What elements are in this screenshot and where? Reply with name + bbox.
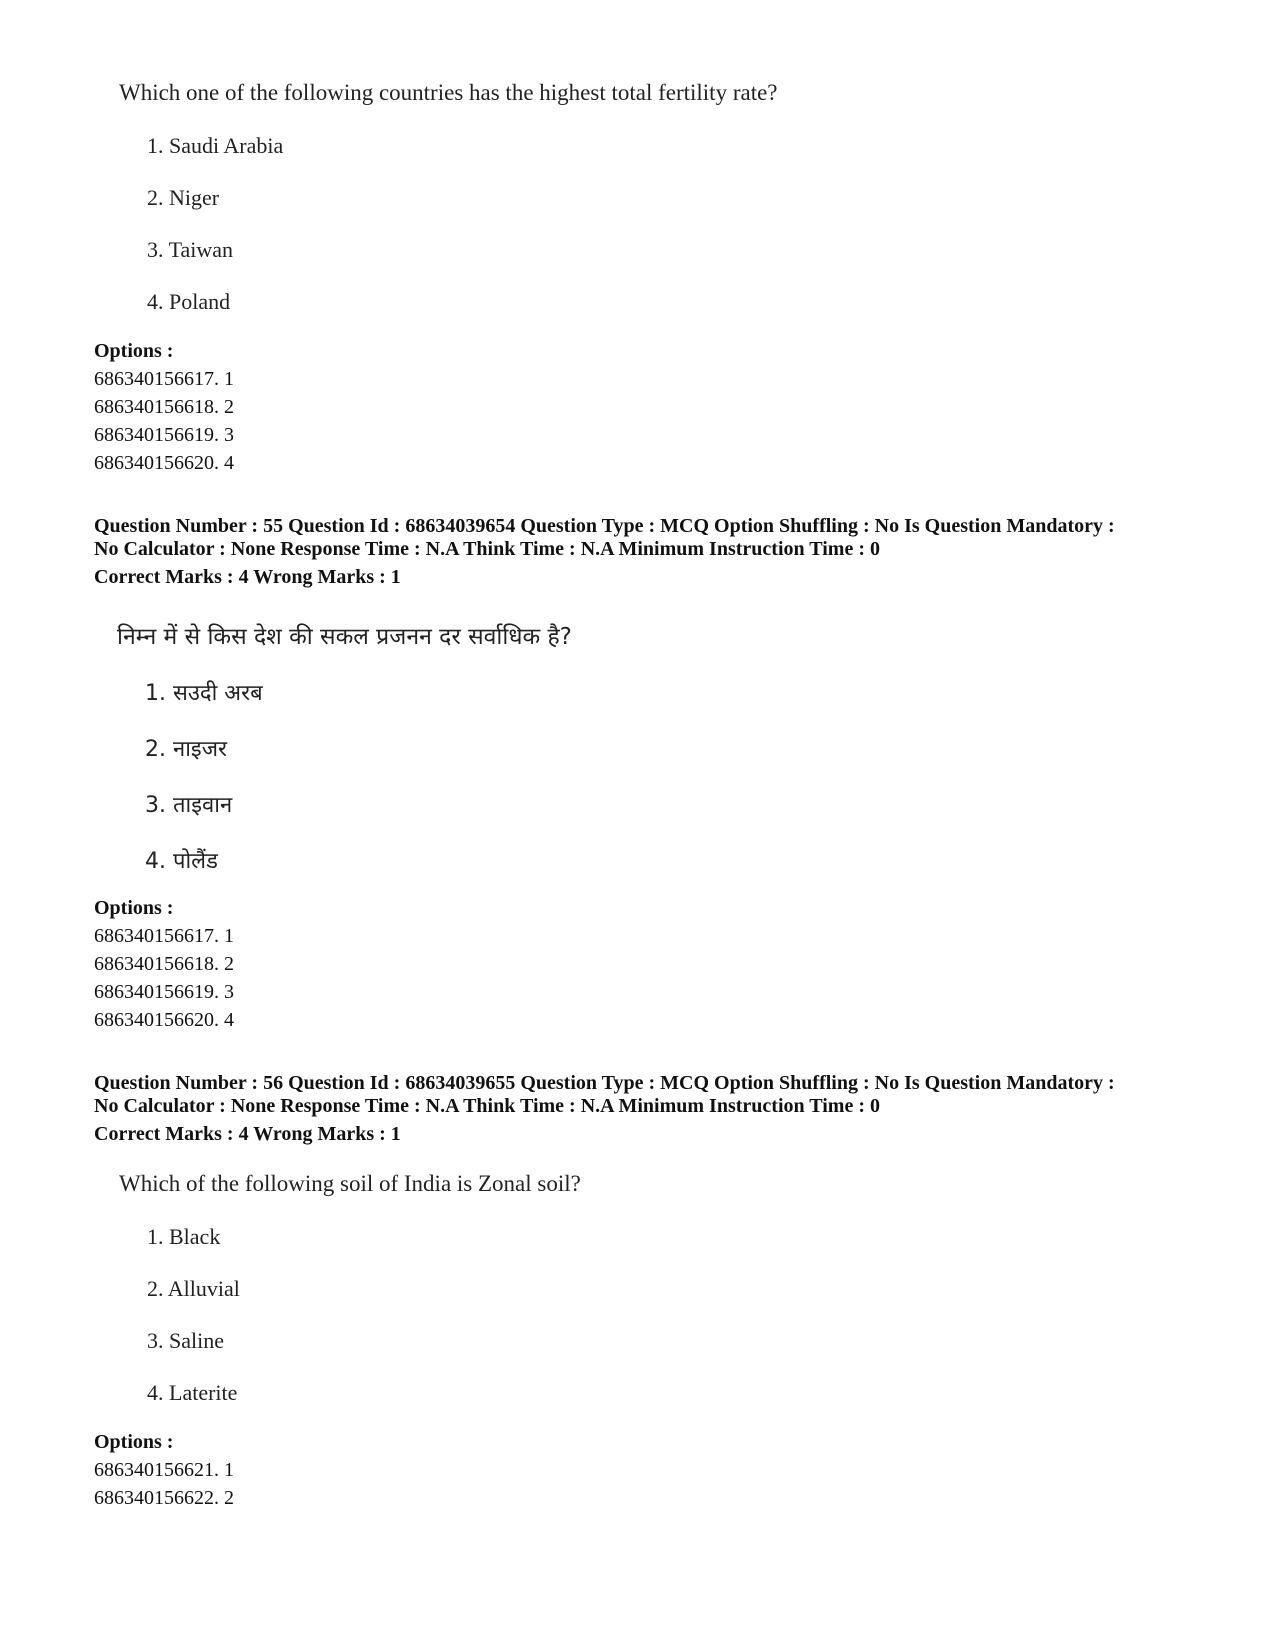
question-55-text: निम्न में से किस देश की सकल प्रजनन दर सर्वाधिक है? [117,624,572,650]
question-54-choice-2: 2. Niger [147,185,220,210]
option-id-line: 686340156622. 2 [94,1487,234,1509]
option-id-line: 686340156617. 1 [94,925,234,947]
question-56-choice-3: 3. Saline [147,1328,224,1353]
question-55-choice-2: 2. नाइजर [145,737,228,762]
question-54-choice-1: 1. Saudi Arabia [147,133,284,158]
question-54-choice-3: 3. Taiwan [147,237,234,262]
question-54-choice-4: 4. Poland [147,289,231,314]
question-56-meta-line-2: No Calculator : None Response Time : N.A Think Time : N.A Minimum Instruction Time : 0 [94,1095,880,1117]
question-55-meta-line-2: No Calculator : None Response Time : N.A Think Time : N.A Minimum Instruction Time : 0 [94,538,880,560]
question-55-choice-3: 3. ताइवान [145,793,233,818]
option-id-line: 686340156620. 4 [94,452,234,474]
option-id-line: 686340156619. 3 [94,981,234,1003]
question-56-text: Which of the following soil of India is Zonal soil? [119,1171,581,1196]
option-id-line: 686340156617. 1 [94,368,234,390]
option-id-line: 686340156619. 3 [94,424,234,446]
question-56-meta-line-1: Question Number : 56 Question Id : 68634039655 Question Type : MCQ Option Shuffling : No Is Question Mandatory : [94,1072,1115,1094]
option-id-line: 686340156618. 2 [94,953,234,975]
options-label: Options : [94,897,174,919]
question-56-choice-4: 4. Laterite [147,1380,238,1405]
question-55-choice-1: 1. सउदी अरब [145,681,263,706]
question-56-choice-2: 2. Alluvial [147,1276,240,1301]
question-55-choice-4: 4. पोलैंड [145,849,218,874]
question-55-meta-line-1: Question Number : 55 Question Id : 68634039654 Question Type : MCQ Option Shuffling : No Is Question Mandatory : [94,515,1115,537]
question-56-marks: Correct Marks : 4 Wrong Marks : 1 [94,1123,401,1145]
question-54-text: Which one of the following countries has the highest total fertility rate? [119,80,778,105]
option-id-line: 686340156618. 2 [94,396,234,418]
question-55-marks: Correct Marks : 4 Wrong Marks : 1 [94,566,401,588]
question-56-choice-1: 1. Black [147,1224,221,1249]
options-label: Options : [94,1431,174,1453]
option-id-line: 686340156620. 4 [94,1009,234,1031]
option-id-line: 686340156621. 1 [94,1459,234,1481]
options-label: Options : [94,340,174,362]
